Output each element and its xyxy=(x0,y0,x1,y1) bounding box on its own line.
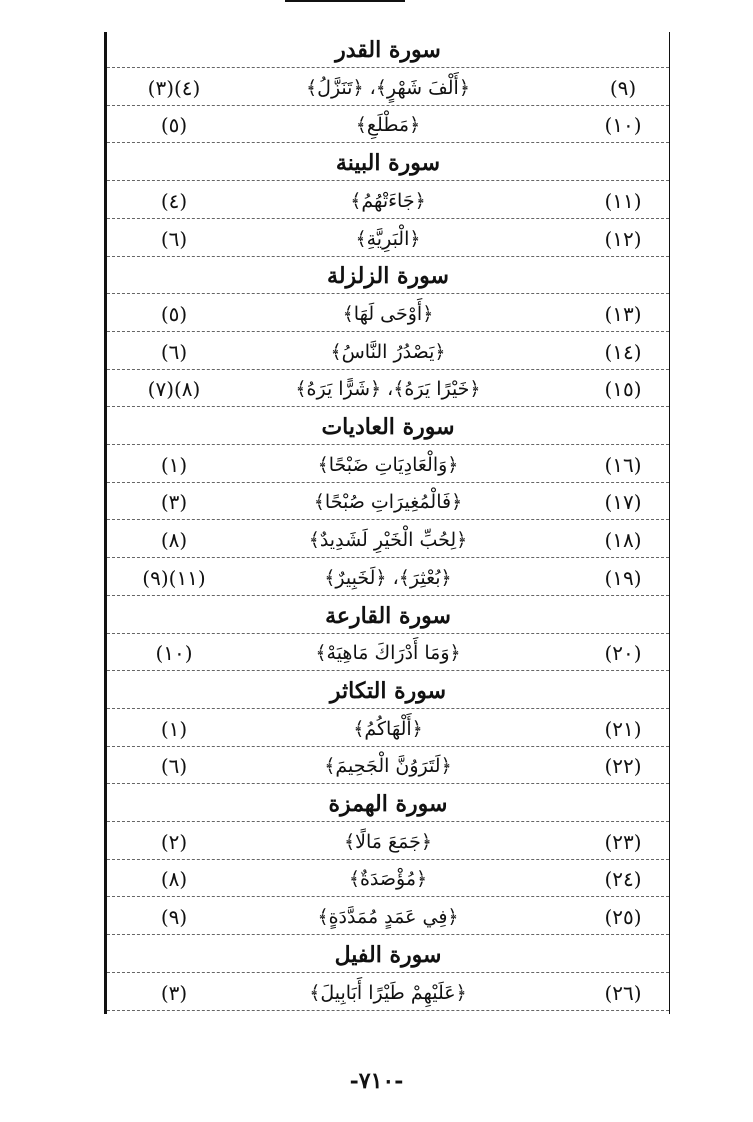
table-row xyxy=(107,296,669,332)
table-row xyxy=(107,824,669,860)
verse-reference: (٢) xyxy=(160,829,188,854)
entry-number: (٢٣) xyxy=(604,829,642,854)
entry-number: (٢٤) xyxy=(604,867,642,892)
entry-number: (١٦) xyxy=(604,452,642,477)
surah-header-row xyxy=(107,32,669,68)
table-row xyxy=(107,748,669,784)
verse-reference: (٥) xyxy=(160,113,188,138)
entry-number: (٢٢) xyxy=(604,754,642,779)
quranic-word: ﴿أَوْحَى لَهَا﴾ xyxy=(342,302,434,325)
surah-title: سورة البينة xyxy=(335,150,441,177)
verse-reference: (٥) xyxy=(160,301,188,326)
verse-reference: (١١)(٩) xyxy=(142,565,206,590)
entry-number: (١٢) xyxy=(604,226,642,251)
quranic-word: ﴿مَطْلَعِ﴾ xyxy=(355,114,421,137)
quranic-word: ﴿عَلَيْهِمْ طَيْرًا أَبَابِيلَ﴾ xyxy=(309,981,467,1004)
surah-title: سورة الزلزلة xyxy=(327,263,449,290)
verse-reference: (٨) xyxy=(160,867,188,892)
entry-number: (١٠) xyxy=(604,113,642,138)
verse-reference: (٨) xyxy=(160,528,188,553)
table-row xyxy=(107,975,669,1011)
surah-header-row xyxy=(107,145,669,181)
vocabulary-table xyxy=(104,32,670,1014)
entry-number: (٢٦) xyxy=(604,980,642,1005)
table-row xyxy=(107,371,669,407)
surah-header-row xyxy=(107,598,669,634)
table-row xyxy=(107,447,669,483)
entry-number: (١٣) xyxy=(604,301,642,326)
quranic-word: ﴿بُعْثِرَ﴾، ﴿لَخَبِيرٌ﴾ xyxy=(324,566,452,589)
page-number: -٧١٠- xyxy=(349,1068,404,1094)
table-row xyxy=(107,70,669,106)
table-row xyxy=(107,484,669,520)
table-row xyxy=(107,899,669,935)
entry-number: (١٤) xyxy=(604,339,642,364)
table-row xyxy=(107,635,669,671)
entry-number: (٢٥) xyxy=(604,905,642,930)
verse-reference: (٤)(٣) xyxy=(147,75,201,100)
verse-reference: (١) xyxy=(160,716,188,741)
verse-reference: (٦) xyxy=(160,754,188,779)
verse-reference: (٦) xyxy=(160,339,188,364)
quranic-word: ﴿وَمَا أَدْرَاكَ مَاهِيَهْ﴾ xyxy=(315,642,461,665)
surah-title: سورة الفيل xyxy=(334,941,442,968)
quranic-word: ﴿لِحُبِّ الْخَيْرِ لَشَدِيدٌ﴾ xyxy=(308,529,468,552)
quranic-word: ﴿خَيْرًا يَرَهُ﴾، ﴿شَرًّا يَرَهُ﴾ xyxy=(295,378,481,401)
verse-reference: (٣) xyxy=(160,980,188,1005)
quranic-word: ﴿أَلْهَاكُمُ﴾ xyxy=(353,717,423,740)
quranic-word: ﴿الْبَرِيَّةِ﴾ xyxy=(355,227,421,250)
entry-number: (١٨) xyxy=(604,528,642,553)
entry-number: (١٩) xyxy=(604,565,642,590)
table-row xyxy=(107,711,669,747)
entry-number: (٢١) xyxy=(604,716,642,741)
quranic-word: ﴿جَاءَتْهُمُ﴾ xyxy=(350,189,426,212)
verse-reference: (٦) xyxy=(160,226,188,251)
entry-number: (١٧) xyxy=(604,490,642,515)
entry-number: (١٥) xyxy=(604,377,642,402)
surah-title: سورة التكاثر xyxy=(329,677,447,704)
top-rule xyxy=(285,0,405,2)
table-row xyxy=(107,221,669,257)
quranic-word: ﴿يَصْدُرُ النَّاسُ﴾ xyxy=(330,340,446,363)
table-row xyxy=(107,183,669,219)
surah-title: سورة القدر xyxy=(335,37,441,63)
quranic-word: ﴿فَالْمُغِيرَاتِ صُبْحًا﴾ xyxy=(313,491,463,514)
verse-reference: (١٠) xyxy=(155,641,193,666)
surah-header-row xyxy=(107,258,669,294)
verse-reference: (٤) xyxy=(160,188,188,213)
entry-number: (١١) xyxy=(604,188,642,213)
quranic-word: ﴿أَلْفَ شَهْرٍ﴾، ﴿تَنَزَّلُ﴾ xyxy=(306,76,470,99)
surah-title: سورة الهمزة xyxy=(328,791,448,817)
quranic-word: ﴿جَمَعَ مَالًا﴾ xyxy=(344,830,432,853)
verse-reference: (١) xyxy=(160,452,188,477)
surah-header-row xyxy=(107,937,669,973)
table-row xyxy=(107,107,669,143)
table-row xyxy=(107,522,669,558)
entry-number: (٩) xyxy=(609,75,637,100)
surah-title: سورة العاديات xyxy=(321,414,455,440)
table-row xyxy=(107,861,669,897)
verse-reference: (٨)(٧) xyxy=(147,377,201,402)
surah-title: سورة القارعة xyxy=(325,602,451,629)
verse-reference: (٩) xyxy=(160,905,188,930)
entry-number: (٢٠) xyxy=(604,641,642,666)
verse-reference: (٣) xyxy=(160,490,188,515)
quranic-word: ﴿فِي عَمَدٍ مُمَدَّدَةٍ﴾ xyxy=(317,906,459,929)
table-row xyxy=(107,560,669,596)
table-row xyxy=(107,334,669,370)
quranic-word: ﴿لَتَرَوُنَّ الْجَحِيمَ﴾ xyxy=(324,755,452,778)
quranic-word: ﴿مُؤْصَدَةٌ﴾ xyxy=(348,868,428,891)
surah-header-row xyxy=(107,786,669,822)
surah-header-row xyxy=(107,409,669,445)
surah-header-row xyxy=(107,673,669,709)
quranic-word: ﴿وَالْعَادِيَاتِ ضَبْحًا﴾ xyxy=(317,453,459,476)
